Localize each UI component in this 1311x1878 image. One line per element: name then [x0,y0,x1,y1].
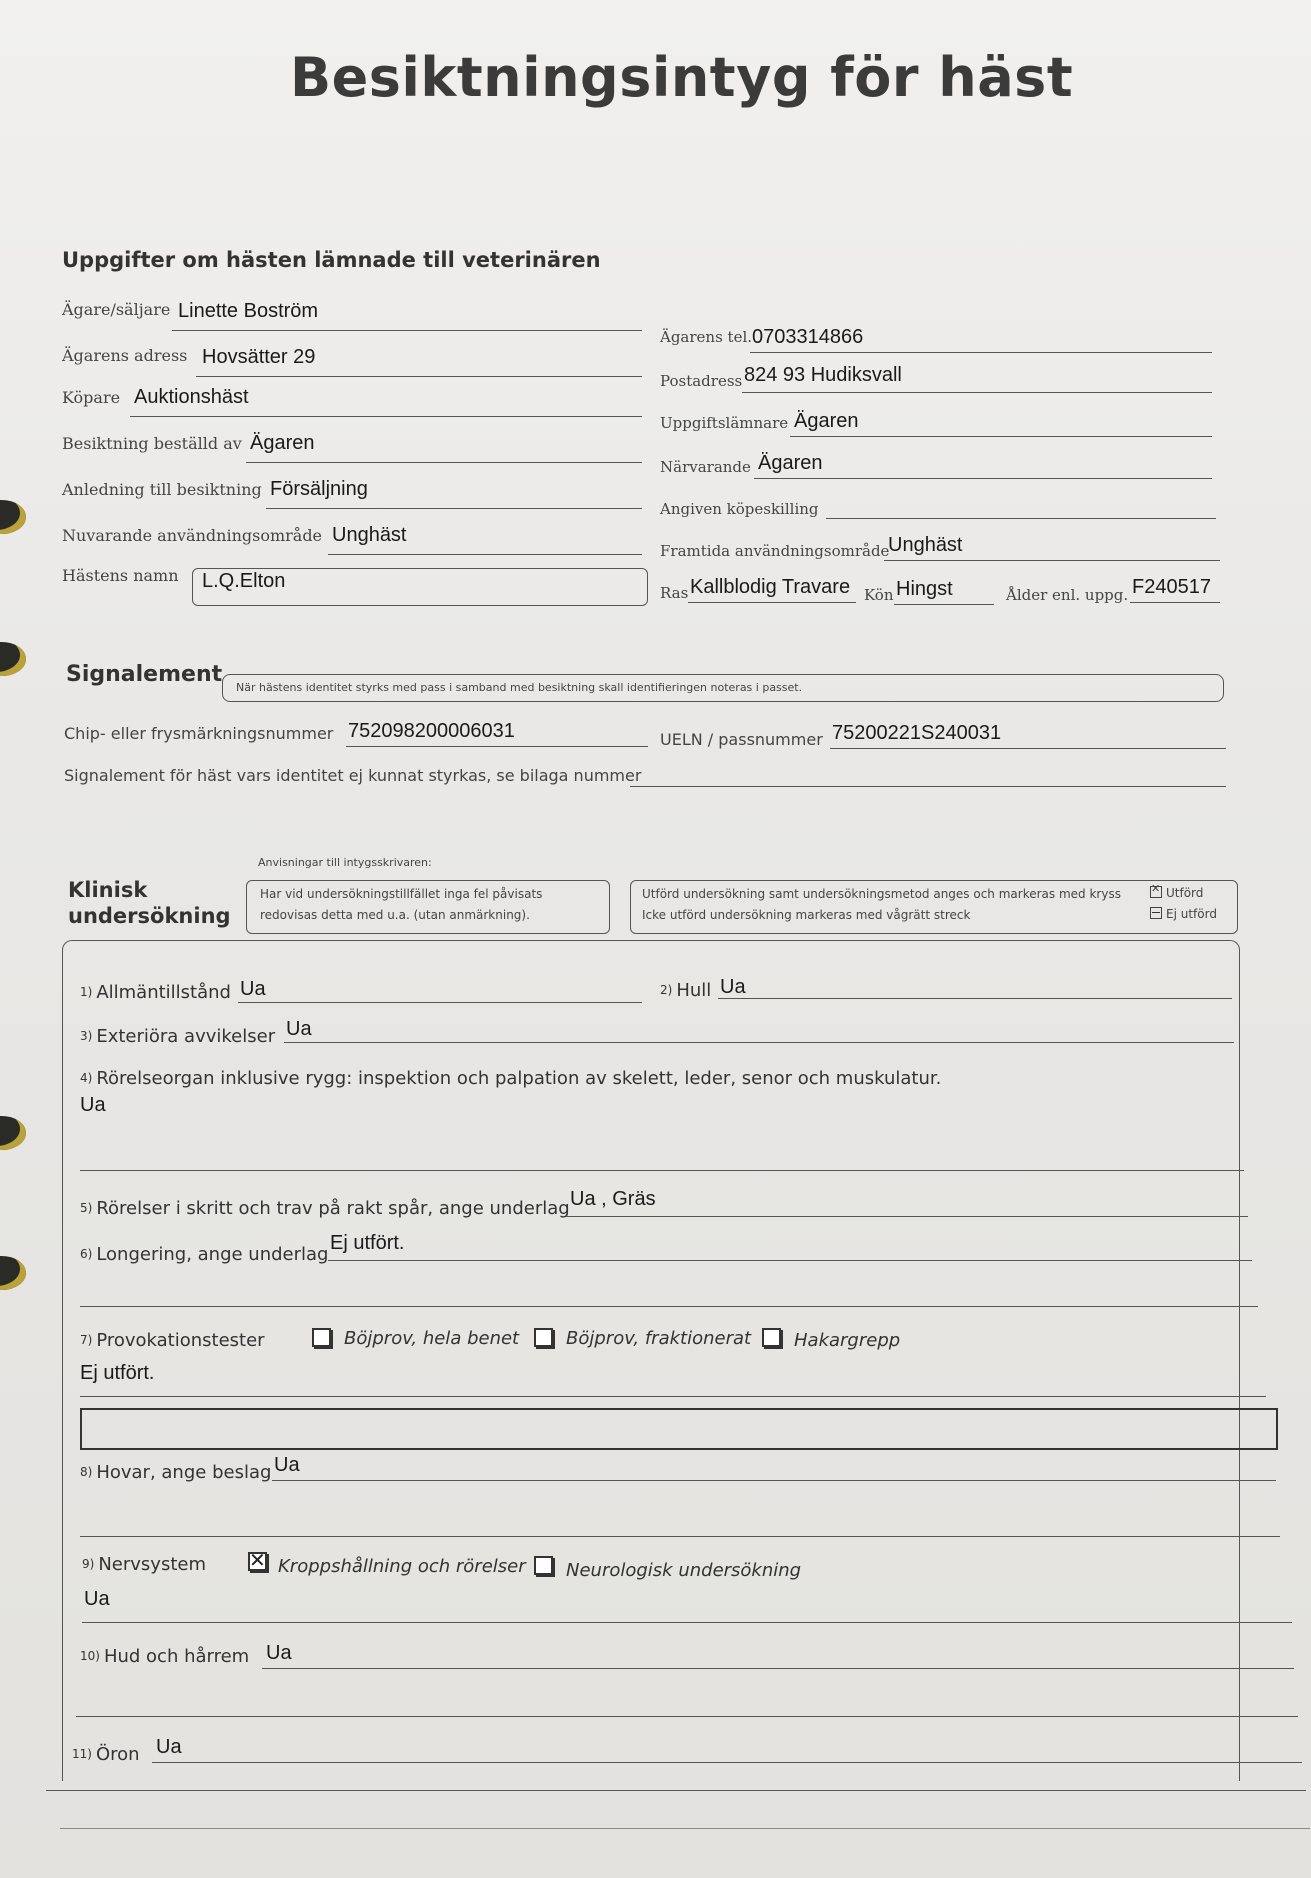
flexion-fractional-checkbox[interactable] [534,1328,553,1347]
ears-value[interactable]: Ua [156,1736,182,1758]
present-label: Närvarande [660,458,751,476]
buyer-label: Köpare [62,388,121,407]
informant-label: Uppgiftslämnare [660,414,789,432]
note2-line1: Utförd undersökning samt undersökningsmetod anges och markeras med kryss [642,887,1121,901]
reason-label: Anledning till besiktning [62,480,262,499]
legend-ej-utford: Ej utförd [1150,907,1217,921]
clinical-heading-1: Klinisk [68,878,148,902]
postal-address-label: Postadress [660,372,743,390]
hoof-tester-checkbox[interactable] [762,1328,781,1347]
signalement-note: När hästens identitet styrks med pass i samband med besiktning skall identifieringen noteras i passet. [236,681,803,694]
item-gait: 5) Rörelser i skritt och trav på rakt spår, ange underlag [80,1198,570,1219]
flexion-full-label: Böjprov, hela benet [344,1328,520,1349]
posture-label: Kroppshållning och rörelser [278,1556,526,1577]
chip-value[interactable]: 752098200006031 [348,720,515,742]
item-nervous-system: 9) Nervsystem [82,1554,206,1575]
ordered-by-value[interactable]: Ägaren [250,432,315,454]
item-locomotor: 4) Rörelseorgan inklusive rygg: inspektion och palpation av skelett, leder, senor och muskulatur. [80,1068,942,1089]
future-use-value[interactable]: Unghäst [888,534,963,556]
item-provocation: 7) Provokationstester [80,1330,265,1351]
punch-hole [0,1256,26,1290]
lunging-value[interactable]: Ej utfört. [330,1232,405,1254]
postal-address-value[interactable]: 824 93 Hudiksvall [744,364,902,386]
owner-address-value[interactable]: Hovsätter 29 [202,346,316,368]
owner-address-label: Ägarens adress [62,346,188,365]
gait-value[interactable]: Ua , Gräs [570,1188,656,1210]
clinical-heading-2: undersökning [68,904,231,928]
legend-utford: ✕Utförd [1150,886,1203,900]
posture-checkbox[interactable] [248,1552,267,1571]
neuro-exam-checkbox[interactable] [534,1556,553,1575]
flexion-fractional-label: Böjprov, fraktionerat [566,1328,752,1349]
instructions-heading: Anvisningar till intygsskrivaren: [258,856,432,869]
present-value[interactable]: Ägaren [758,452,823,474]
provocation-value[interactable]: Ej utfört. [80,1362,155,1384]
appendix-label: Signalement för häst vars identitet ej kunnat styrkas, se bilaga nummer [64,766,642,785]
future-use-label: Framtida användningsområde [660,542,890,560]
nervous-system-value[interactable]: Ua [84,1588,110,1610]
buyer-value[interactable]: Auktionshäst [134,386,249,408]
breed-label: Ras [660,584,689,602]
note1-line2: redovisas detta med u.a. (utan anmärkning). [260,908,530,922]
skin-coat-value[interactable]: Ua [266,1642,292,1664]
body-condition-value[interactable]: Ua [720,976,746,998]
chip-label: Chip- eller frysmärkningsnummer [64,724,334,743]
owner-tel-label: Ägarens tel. [660,328,753,346]
item-body-condition: 2) Hull [660,980,712,1001]
current-use-value[interactable]: Unghäst [332,524,407,546]
neuro-exam-label: Neurologisk undersökning [566,1560,802,1581]
item-hooves: 8) Hovar, ange beslag [80,1462,272,1483]
sex-label: Kön [864,586,894,604]
punch-hole [0,500,26,534]
horse-name-value[interactable]: L.Q.Elton [202,570,286,592]
horse-name-label: Hästens namn [62,566,179,585]
general-condition-value[interactable]: Ua [240,978,266,1000]
purchase-price-label: Angiven köpeskilling [660,500,819,518]
note2-line2: Icke utförd undersökning markeras med vågrätt streck [642,908,971,922]
ueln-label: UELN / passnummer [660,730,823,749]
sex-value[interactable]: Hingst [896,578,953,600]
informant-value[interactable]: Ägaren [794,410,859,432]
owner-label: Ägare/säljare [62,300,171,319]
checked-box-icon [1150,886,1162,898]
locomotor-value[interactable]: Ua [80,1094,106,1116]
current-use-label: Nuvarande användningsområde [62,526,323,545]
age-label: Ålder enl. uppg. [1006,586,1129,604]
item-exterior: 3) Exteriöra avvikelser [80,1026,276,1047]
flexion-full-checkbox[interactable] [312,1328,331,1347]
provocation-box [80,1408,1278,1450]
note1-line1: Har vid undersökningstillfället inga fel påvisats [260,887,543,901]
hoof-tester-label: Hakargrepp [794,1330,901,1351]
hooves-value[interactable]: Ua [274,1454,300,1476]
item-skin-coat: 10) Hud och hårrem [80,1646,250,1667]
owner-tel-value[interactable]: 0703314866 [752,326,864,348]
item-general-condition: 1) Allmäntillstånd [80,982,231,1003]
ueln-value[interactable]: 75200221S240031 [832,722,1002,744]
item-lunging: 6) Longering, ange underlag [80,1244,329,1265]
punch-hole [0,642,26,676]
breed-value[interactable]: Kallblodig Travare [690,576,851,598]
age-value[interactable]: F240517 [1132,576,1211,598]
page-title: Besiktningsintyg för häst [290,46,1074,109]
dash-box-icon [1150,907,1162,919]
signalement-heading: Signalement [66,662,223,687]
ordered-by-label: Besiktning beställd av [62,434,242,453]
item-ears: 11) Öron [72,1744,140,1765]
punch-hole [0,1116,26,1150]
owner-value[interactable]: Linette Boström [178,300,319,322]
owner-section-heading: Uppgifter om hästen lämnade till veterinären [62,248,601,272]
reason-value[interactable]: Försäljning [270,478,368,500]
exterior-value[interactable]: Ua [286,1018,312,1040]
